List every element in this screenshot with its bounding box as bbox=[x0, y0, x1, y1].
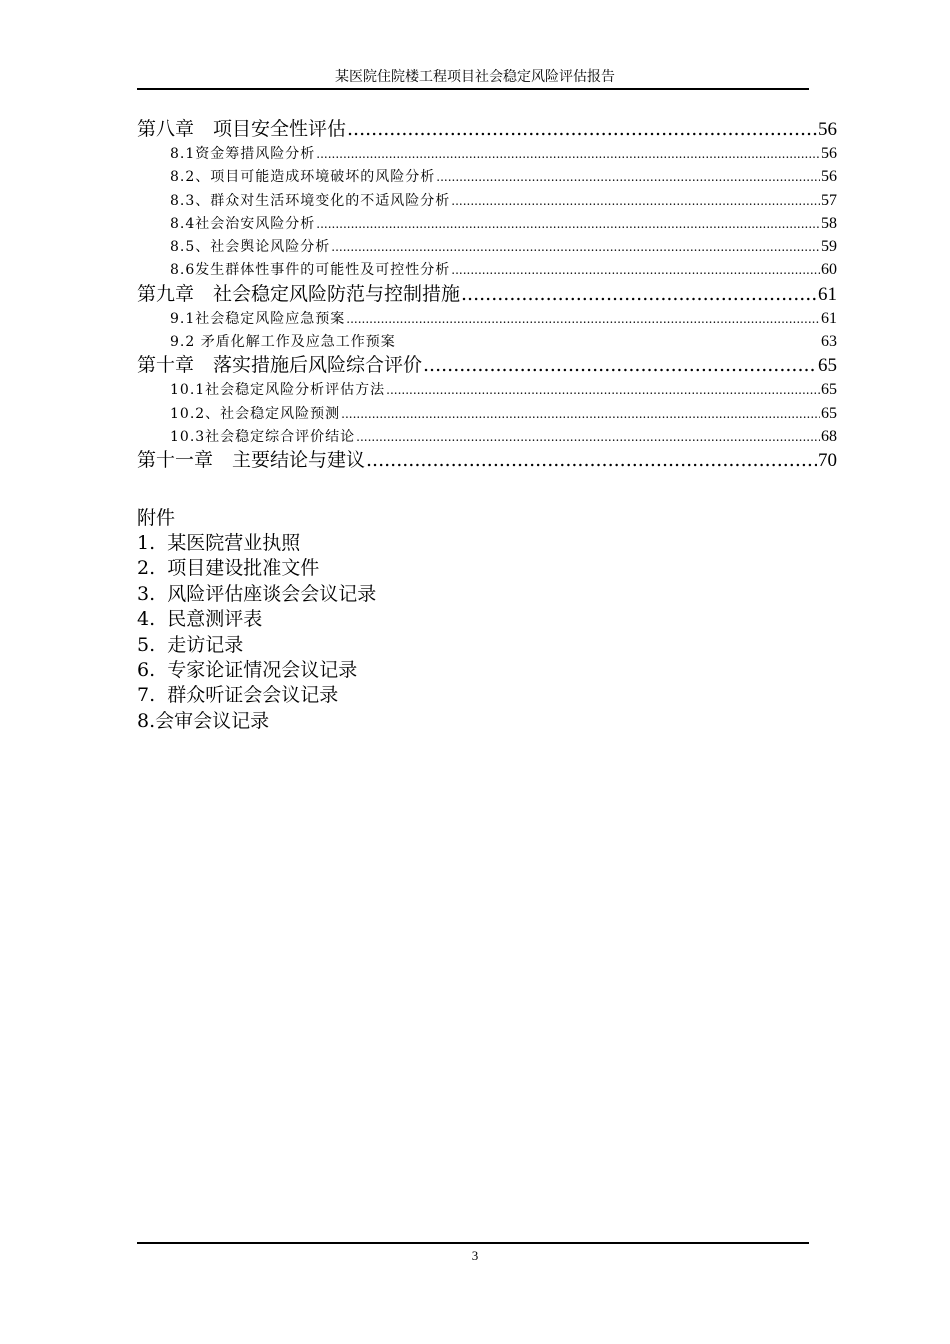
attachment-item: 1. 某医院营业执照 bbox=[137, 532, 301, 554]
toc-entry-page-number: 58 bbox=[821, 214, 837, 232]
toc-dot-leader bbox=[451, 259, 820, 282]
page-number: 3 bbox=[471, 1248, 479, 1263]
toc-entry-label: 9.2 矛盾化解工作及应急工作预案 bbox=[170, 334, 396, 351]
toc-dot-leader bbox=[347, 117, 817, 142]
toc-entry-page-number: 57 bbox=[821, 191, 837, 209]
toc-entry-page-number: 63 bbox=[821, 333, 837, 351]
toc-entry-label: 10.3社会稳定综合评价结论 bbox=[170, 428, 356, 445]
toc-chapter-entry[interactable] bbox=[137, 117, 837, 142]
toc-section-entry[interactable] bbox=[137, 330, 837, 353]
header-divider bbox=[137, 88, 809, 90]
toc-dot-leader bbox=[331, 236, 820, 259]
footer-divider bbox=[137, 1242, 809, 1244]
toc-section-entry[interactable] bbox=[137, 258, 837, 281]
toc-entry-label: 第十章 落实措施后风险综合评价 bbox=[137, 354, 423, 377]
toc-section-entry[interactable] bbox=[137, 378, 837, 401]
toc-chapter-entry[interactable] bbox=[137, 448, 837, 473]
attachments-heading: 附件 bbox=[137, 507, 176, 529]
toc-entry-page-number: 56 bbox=[818, 119, 837, 140]
toc-section-entry[interactable] bbox=[137, 307, 837, 330]
toc-dot-leader bbox=[423, 353, 817, 378]
attachments-section bbox=[137, 505, 376, 734]
toc-section-entry[interactable] bbox=[137, 212, 837, 235]
attachment-item: 2. 项目建设批准文件 bbox=[137, 557, 320, 580]
toc-entry-label: 第九章 社会稳定风险防范与控制措施 bbox=[137, 282, 461, 305]
toc-entry-label: 8.1资金筹措风险分析 bbox=[170, 146, 316, 162]
toc-entry-label: 8.2、项目可能造成环境破坏的风险分析 bbox=[170, 169, 436, 186]
toc-dot-leader bbox=[461, 282, 817, 307]
toc-entry-page-number: 65 bbox=[821, 404, 837, 422]
toc-chapter-entry[interactable] bbox=[137, 353, 837, 378]
toc-dot-leader bbox=[366, 448, 817, 473]
toc-dot-leader bbox=[316, 213, 820, 236]
attachment-item: 4. 民意测评表 bbox=[137, 608, 263, 631]
toc-section-entry[interactable] bbox=[137, 142, 837, 165]
toc-entry-page-number: 65 bbox=[821, 381, 837, 399]
toc-entry-page-number: 68 bbox=[821, 427, 837, 445]
toc-entry-page-number: 59 bbox=[821, 238, 837, 256]
toc-entry-page-number: 56 bbox=[821, 145, 837, 162]
toc-entry-label: 8.4社会治安风险分析 bbox=[170, 215, 316, 232]
attachment-item: 3. 风险评估座谈会会议记录 bbox=[137, 582, 377, 605]
toc-dot-leader bbox=[386, 379, 820, 402]
toc-section-entry[interactable] bbox=[137, 235, 837, 258]
toc-entry-page-number: 61 bbox=[818, 283, 837, 305]
running-header-title: 某医院住院楼工程项目社会稳定风险评估报告 bbox=[335, 69, 615, 85]
toc-entry-label: 10.1社会稳定风险分析评估方法 bbox=[170, 382, 386, 399]
toc-dot-leader bbox=[346, 308, 820, 331]
toc-chapter-entry[interactable] bbox=[137, 282, 837, 307]
toc-entry-page-number: 61 bbox=[821, 309, 837, 327]
toc-section-entry[interactable] bbox=[137, 425, 837, 448]
toc-entry-label: 8.5、社会舆论风险分析 bbox=[170, 239, 331, 256]
attachment-item: 6. 专家论证情况会议记录 bbox=[137, 658, 358, 681]
toc-entry-label: 10.2、社会稳定风险预测 bbox=[170, 405, 341, 422]
attachment-item: 8.会审会议记录 bbox=[137, 709, 270, 732]
toc-dot-leader bbox=[316, 143, 820, 166]
attachments-list bbox=[137, 531, 376, 734]
attachment-item: 7. 群众听证会会议记录 bbox=[137, 684, 339, 707]
toc-section-entry[interactable] bbox=[137, 402, 837, 425]
toc-entry-label: 8.6发生群体性事件的可能性及可控性分析 bbox=[170, 262, 451, 279]
toc-entry-page-number: 56 bbox=[821, 168, 837, 186]
table-of-contents bbox=[137, 117, 837, 473]
toc-dot-leader bbox=[356, 426, 820, 449]
toc-entry-label: 8.3、群众对生活环境变化的不适风险分析 bbox=[170, 192, 451, 209]
toc-dot-leader bbox=[451, 190, 820, 213]
toc-entry-label: 9.1社会稳定风险应急预案 bbox=[170, 310, 346, 327]
toc-section-entry[interactable] bbox=[137, 189, 837, 212]
toc-entry-label: 第十一章 主要结论与建议 bbox=[137, 449, 366, 472]
attachment-item: 5. 走访记录 bbox=[137, 633, 244, 656]
toc-entry-page-number: 60 bbox=[821, 261, 837, 279]
toc-dot-leader bbox=[341, 403, 820, 426]
toc-entry-page-number: 65 bbox=[818, 355, 837, 377]
toc-section-entry[interactable] bbox=[137, 165, 837, 188]
toc-dot-leader bbox=[436, 166, 820, 189]
toc-entry-label: 第八章 项目安全性评估 bbox=[137, 118, 347, 140]
toc-entry-page-number: 70 bbox=[818, 450, 837, 472]
